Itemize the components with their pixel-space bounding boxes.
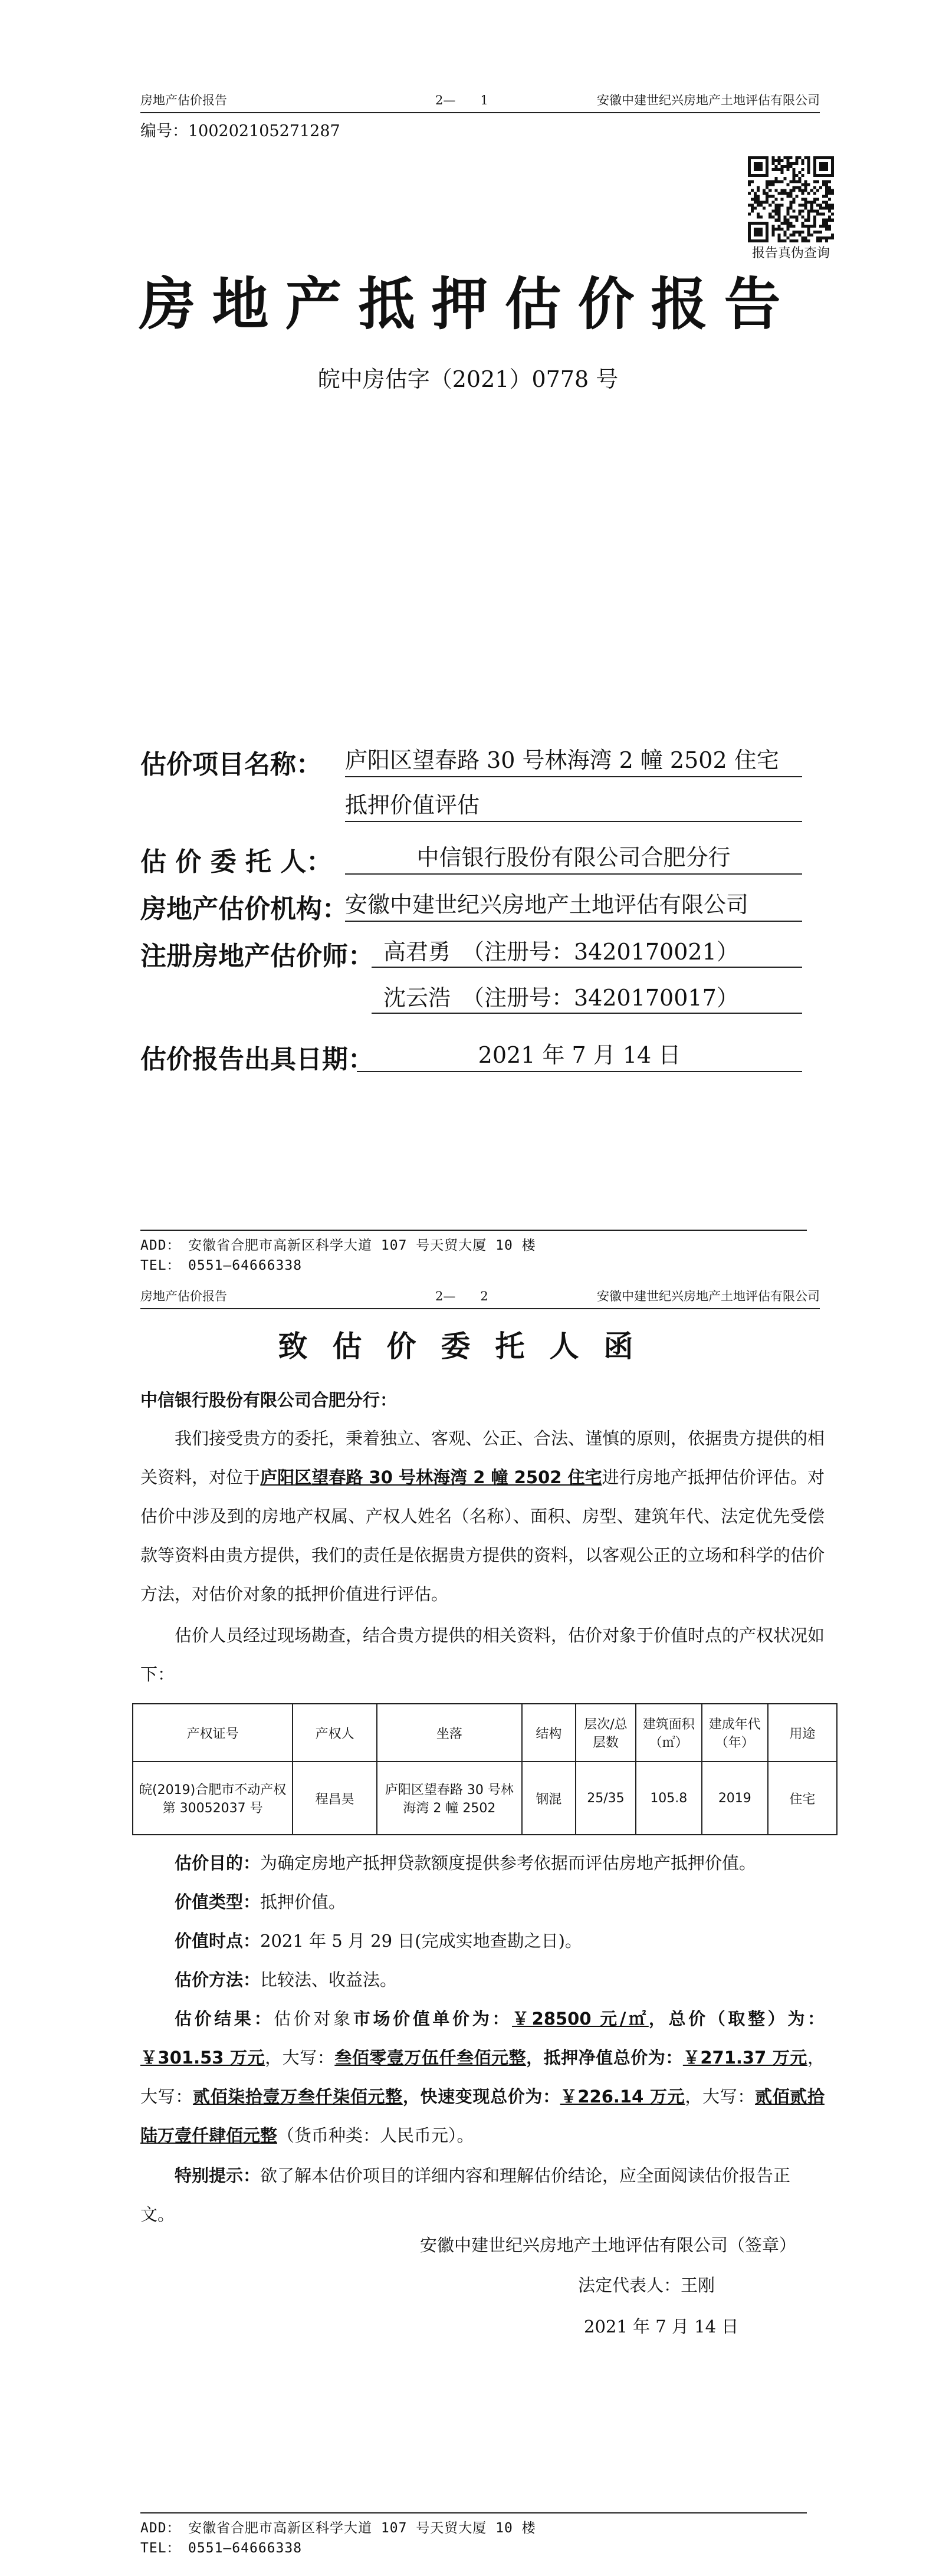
footer-phone: TEL： 0551—64666338 <box>140 2541 303 2556</box>
result-text: ，抵押净值总价为： <box>526 2048 683 2068</box>
document-number: 皖中房估字（2021）0778 号 <box>317 366 619 392</box>
total-price-words: 叁佰零壹万伍仟叁佰元整 <box>334 2048 527 2068</box>
table-cell: 皖(2019)合肥市不动产权第 30052037 号 <box>133 1762 293 1835</box>
table-cell: 25/35 <box>576 1762 636 1835</box>
appraiser-1: 高君勇 （注册号：3420170021） <box>372 936 802 968</box>
client-name: 中信银行股份有限公司合肥分行 <box>345 842 802 875</box>
method-item <box>140 1960 825 1999</box>
date-label: 估价报告出具日期： <box>140 1044 374 1075</box>
qr-caption: 报告真伪查询 <box>751 246 830 261</box>
table-header-cell: 坐落 <box>377 1704 522 1762</box>
table-header-cell: 产权人 <box>293 1704 377 1762</box>
table-header-row <box>133 1704 837 1762</box>
table-cell: 程昌昊 <box>293 1762 377 1835</box>
page-header <box>140 88 820 113</box>
value-type-item <box>140 1882 825 1921</box>
footer-divider <box>140 1230 807 1231</box>
paragraph-1 <box>140 1419 825 1614</box>
header-page-number: 2— 1 <box>435 93 488 107</box>
header-left: 房地产估价报告 <box>140 93 227 107</box>
signature-date: 2021 年 7 月 14 日 <box>584 2317 739 2337</box>
property-table <box>132 1703 838 1835</box>
result-label: 估价结果： <box>175 2009 274 2029</box>
property-location: 庐阳区望春路 30 号林海湾 2 幢 2502 住宅 <box>260 1467 602 1487</box>
table-header-cell: 层次/总层数 <box>576 1704 636 1762</box>
p1-text-a: 我们接受贵方的委托，秉着独立、客观、公正、合法、谨慎的原则，依据贵方提供的相关资料，对位于 <box>140 1428 825 1487</box>
result-text: ，快速变现总价为： <box>402 2087 560 2107</box>
footer-phone: TEL： 0551—64666338 <box>140 1258 303 1273</box>
header-page-number: 2— 2 <box>435 1289 488 1303</box>
project-name-line2: 抵押价值评估 <box>345 789 802 822</box>
client-label: 估 价 委 托 人： <box>140 847 333 877</box>
table-row <box>133 1762 837 1835</box>
table-cell: 105.8 <box>636 1762 702 1835</box>
table-cell: 2019 <box>702 1762 768 1835</box>
table-cell: 钢混 <box>522 1762 576 1835</box>
page-header-2 <box>140 1284 820 1309</box>
footer-divider <box>140 2512 807 2513</box>
quick-sale-value: ￥226.14 万元 <box>560 2087 685 2107</box>
mortgage-net-value-words: 贰佰柒拾壹万叁仟柒佰元整 <box>192 2087 403 2107</box>
footer-address: ADD： 安徽省合肥市高新区科学大道 107 号天贸大厦 10 楼 <box>140 1238 536 1253</box>
agency-name: 安徽中建世纪兴房地产土地评估有限公司 <box>345 889 802 922</box>
value-date-label: 价值时点： <box>175 1931 261 1951</box>
table-cell: 庐阳区望春路 30 号林海湾 2 幢 2502 <box>377 1762 522 1835</box>
purpose-text: 为确定房地产抵押贷款额度提供参考依据而评估房地产抵押价值。 <box>260 1853 757 1873</box>
header-company: 安徽中建世纪兴房地产土地评估有限公司 <box>597 93 820 107</box>
table-header-cell: 结构 <box>522 1704 576 1762</box>
report-serial: 编号：100202105271287 <box>140 122 340 140</box>
header-company: 安徽中建世纪兴房地产土地评估有限公司 <box>597 1289 820 1303</box>
appraiser-label: 注册房地产估价师： <box>140 941 374 971</box>
project-label: 估价项目名称： <box>140 750 322 780</box>
signature-representative: 法定代表人：王刚 <box>578 2275 715 2295</box>
notice-label: 特别提示： <box>175 2166 261 2186</box>
report-date: 2021 年 7 月 14 日 <box>357 1039 802 1072</box>
letter-title: 致估价委托人函 <box>278 1329 658 1363</box>
purpose-item <box>140 1844 825 1882</box>
unit-price: ￥28500 元/㎡ <box>512 2009 649 2029</box>
appraiser-2: 沈云浩 （注册号：3420170017） <box>372 982 802 1014</box>
report-title: 房地产抵押估价报告 <box>139 271 797 337</box>
total-price: ￥301.53 万元 <box>140 2048 265 2068</box>
agency-label: 房地产估价机构： <box>140 894 348 924</box>
table-header-cell: 建筑面积（㎡） <box>636 1704 702 1762</box>
footer-2 <box>140 2518 536 2558</box>
paragraph-2: 估价人员经过现场勘查，结合贵方提供的相关资料，估价对象于价值时点的产权状况如下： <box>140 1625 825 1684</box>
method-label: 估价方法： <box>175 1970 261 1990</box>
table-header-cell: 用途 <box>768 1704 837 1762</box>
footer <box>140 1236 536 1276</box>
table-header-cell: 建成年代（年） <box>702 1704 768 1762</box>
value-date-text: 2021 年 5 月 29 日(完成实地查勘之日)。 <box>260 1931 582 1951</box>
result-text: ，大写： <box>685 2087 755 2107</box>
addressee: 中信银行股份有限公司合肥分行： <box>140 1390 398 1410</box>
p1-text-b: 进行房地产抵押估价评估。对估价中涉及到的房地产权属、产权人姓名（名称）、面积、房型、建筑年代、法定优先受偿款等资料由贵方提供，我们的责任是依据贵方提供的资料，以客观公正的立场和科学的估价方法，对估价对象的抵押价值进行评估。 <box>140 1467 825 1604</box>
project-name-line1: 庐阳区望春路 30 号林海湾 2 幢 2502 住宅 <box>345 744 802 777</box>
value-type-text: 抵押价值。 <box>260 1892 346 1912</box>
method-text: 比较法、收益法。 <box>260 1970 398 1990</box>
result-text: ，总价（取整）为： <box>648 2009 825 2029</box>
qr-code-icon[interactable] <box>748 156 834 242</box>
result-text: ，大写： <box>140 2048 825 2107</box>
quick-sale-value-words: 贰佰贰拾陆万壹仟肆佰元整 <box>140 2087 825 2145</box>
mortgage-net-value: ￥271.37 万元 <box>682 2048 807 2068</box>
value-date-item <box>140 1921 825 1960</box>
signature-company: 安徽中建世纪兴房地产土地评估有限公司（签章） <box>420 2235 797 2255</box>
table-cell: 住宅 <box>768 1762 837 1835</box>
table-header-cell: 产权证号 <box>133 1704 293 1762</box>
purpose-label: 估价目的： <box>175 1853 261 1873</box>
result-text: （货币种类：人民币元）。 <box>277 2125 474 2145</box>
notice-item <box>140 2156 825 2234</box>
result-item <box>140 1999 825 2155</box>
result-text: ，大写： <box>265 2048 335 2068</box>
result-text: 估价对象 <box>274 2009 353 2029</box>
notice-text: 欲了解本估价项目的详细内容和理解估价结论，应全面阅读估价报告正文。 <box>140 2166 791 2225</box>
result-text: 市场价值单价为： <box>353 2009 512 2029</box>
value-type-label: 价值类型： <box>175 1892 261 1912</box>
header-left: 房地产估价报告 <box>140 1289 227 1303</box>
footer-address: ADD： 安徽省合肥市高新区科学大道 107 号天贸大厦 10 楼 <box>140 2521 536 2536</box>
